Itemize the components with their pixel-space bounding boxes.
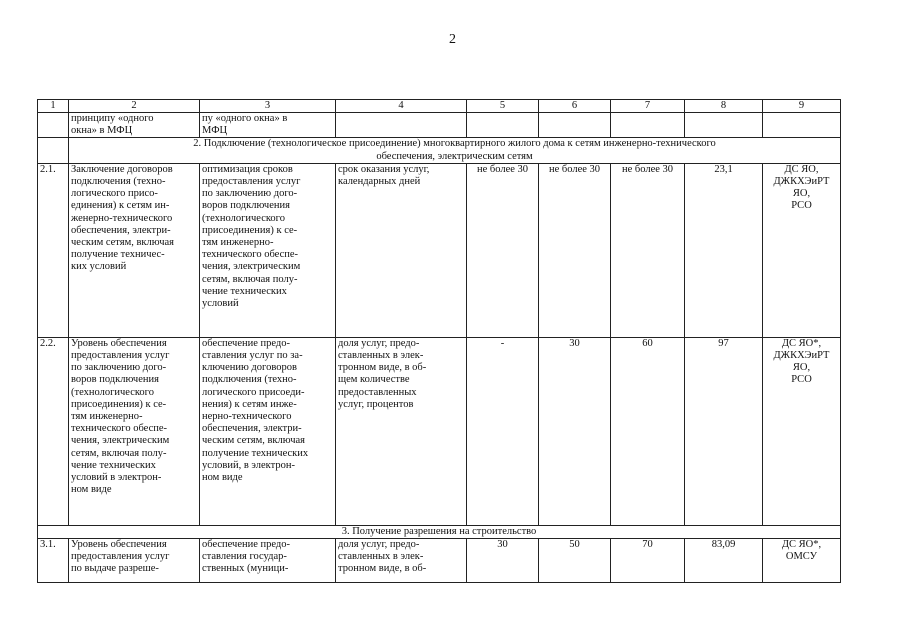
header-cell: 5 — [467, 100, 539, 113]
header-cell: 2 — [69, 100, 200, 113]
value-cell: 23,1 — [685, 163, 763, 337]
indicator-cell: Уровень обеспечения предоставления услуг по выдаче разреше- — [69, 539, 200, 583]
row-number: 3.1. — [38, 539, 69, 583]
header-cell: 4 — [336, 100, 467, 113]
section-title: 2. Подключение (технологическое присоединение) многоквартирного жилого дома к сетям инженерно-технического обеспечения, электрическим сетям — [69, 138, 841, 163]
measure-cell: обеспечение предо- ставления государ- ственных (муници- — [200, 539, 336, 583]
responsible-cell: ДС ЯО*, ОМСУ — [763, 539, 841, 583]
responsible-cell: ДС ЯО, ДЖКХЭиРТ ЯО, РСО — [763, 163, 841, 337]
unit-cell: доля услуг, предо- ставленных в элек- тронном виде, в об- щем количестве предоставленных услуг, процентов — [336, 337, 467, 525]
indicator-cell: Уровень обеспечения предоставления услуг по заключению дого- воров подключения (технологического присоединения) к се- тям инженерно- технического обеспе- чения, электрическим сетям, включая полу- чение технических условий в электрон- ном виде — [69, 337, 200, 525]
table-row — [38, 163, 841, 337]
header-cell: 7 — [611, 100, 685, 113]
value-cell: не более 30 — [539, 163, 611, 337]
header-cell: 6 — [539, 100, 611, 113]
measure-cell: оптимизация сроков предоставления услуг по заключению дого- воров подключения (технологического присоединения) к се- тям инженерно- технического обеспе- чения, электрическим сетям, включая полу- чение технических условий — [200, 163, 336, 337]
value-cell: не более 30 — [611, 163, 685, 337]
responsible-cell: ДС ЯО*, ДЖКХЭиРТ ЯО, РСО — [763, 337, 841, 525]
table-row — [38, 337, 841, 525]
continuation-measure: пу «одного окна» в МФЦ — [200, 113, 336, 138]
header-cell: 1 — [38, 100, 69, 113]
value-cell: не более 30 — [467, 163, 539, 337]
continuation-indicator: принципу «одного окна» в МФЦ — [69, 113, 200, 138]
table-row — [38, 539, 841, 583]
continuation-row — [38, 113, 841, 138]
indicator-cell: Заключение договоров подключения (техно- логического присо- единения) к сетям ин- женерно-технического обеспечения, электри- ческим сетям, включая получение техничес- ких условий — [69, 163, 200, 337]
header-row — [38, 100, 841, 113]
header-cell: 9 — [763, 100, 841, 113]
value-cell: 83,09 — [685, 539, 763, 583]
value-cell: 60 — [611, 337, 685, 525]
value-cell: - — [467, 337, 539, 525]
unit-cell: срок оказания услуг, календарных дней — [336, 163, 467, 337]
value-cell: 70 — [611, 539, 685, 583]
value-cell: 50 — [539, 539, 611, 583]
row-number: 2.1. — [38, 163, 69, 337]
page-number: 2 — [449, 32, 456, 47]
row-number: 2.2. — [38, 337, 69, 525]
value-cell: 30 — [467, 539, 539, 583]
measure-cell: обеспечение предо- ставления услуг по за- ключению договоров подключения (техно- логического присоеди- нения) к сетям инже- нерно-технического обеспечения, электри- ческим сетям, включая получение технических условий, в электрон- ном виде — [200, 337, 336, 525]
value-cell: 97 — [685, 337, 763, 525]
section-title: 3. Получение разрешения на строительство — [38, 525, 841, 538]
unit-cell: доля услуг, предо- ставленных в элек- тронном виде, в об- — [336, 539, 467, 583]
value-cell: 30 — [539, 337, 611, 525]
header-cell: 3 — [200, 100, 336, 113]
section-row — [38, 525, 841, 538]
indicators-table — [37, 99, 841, 583]
header-cell: 8 — [685, 100, 763, 113]
section-row — [38, 138, 841, 163]
